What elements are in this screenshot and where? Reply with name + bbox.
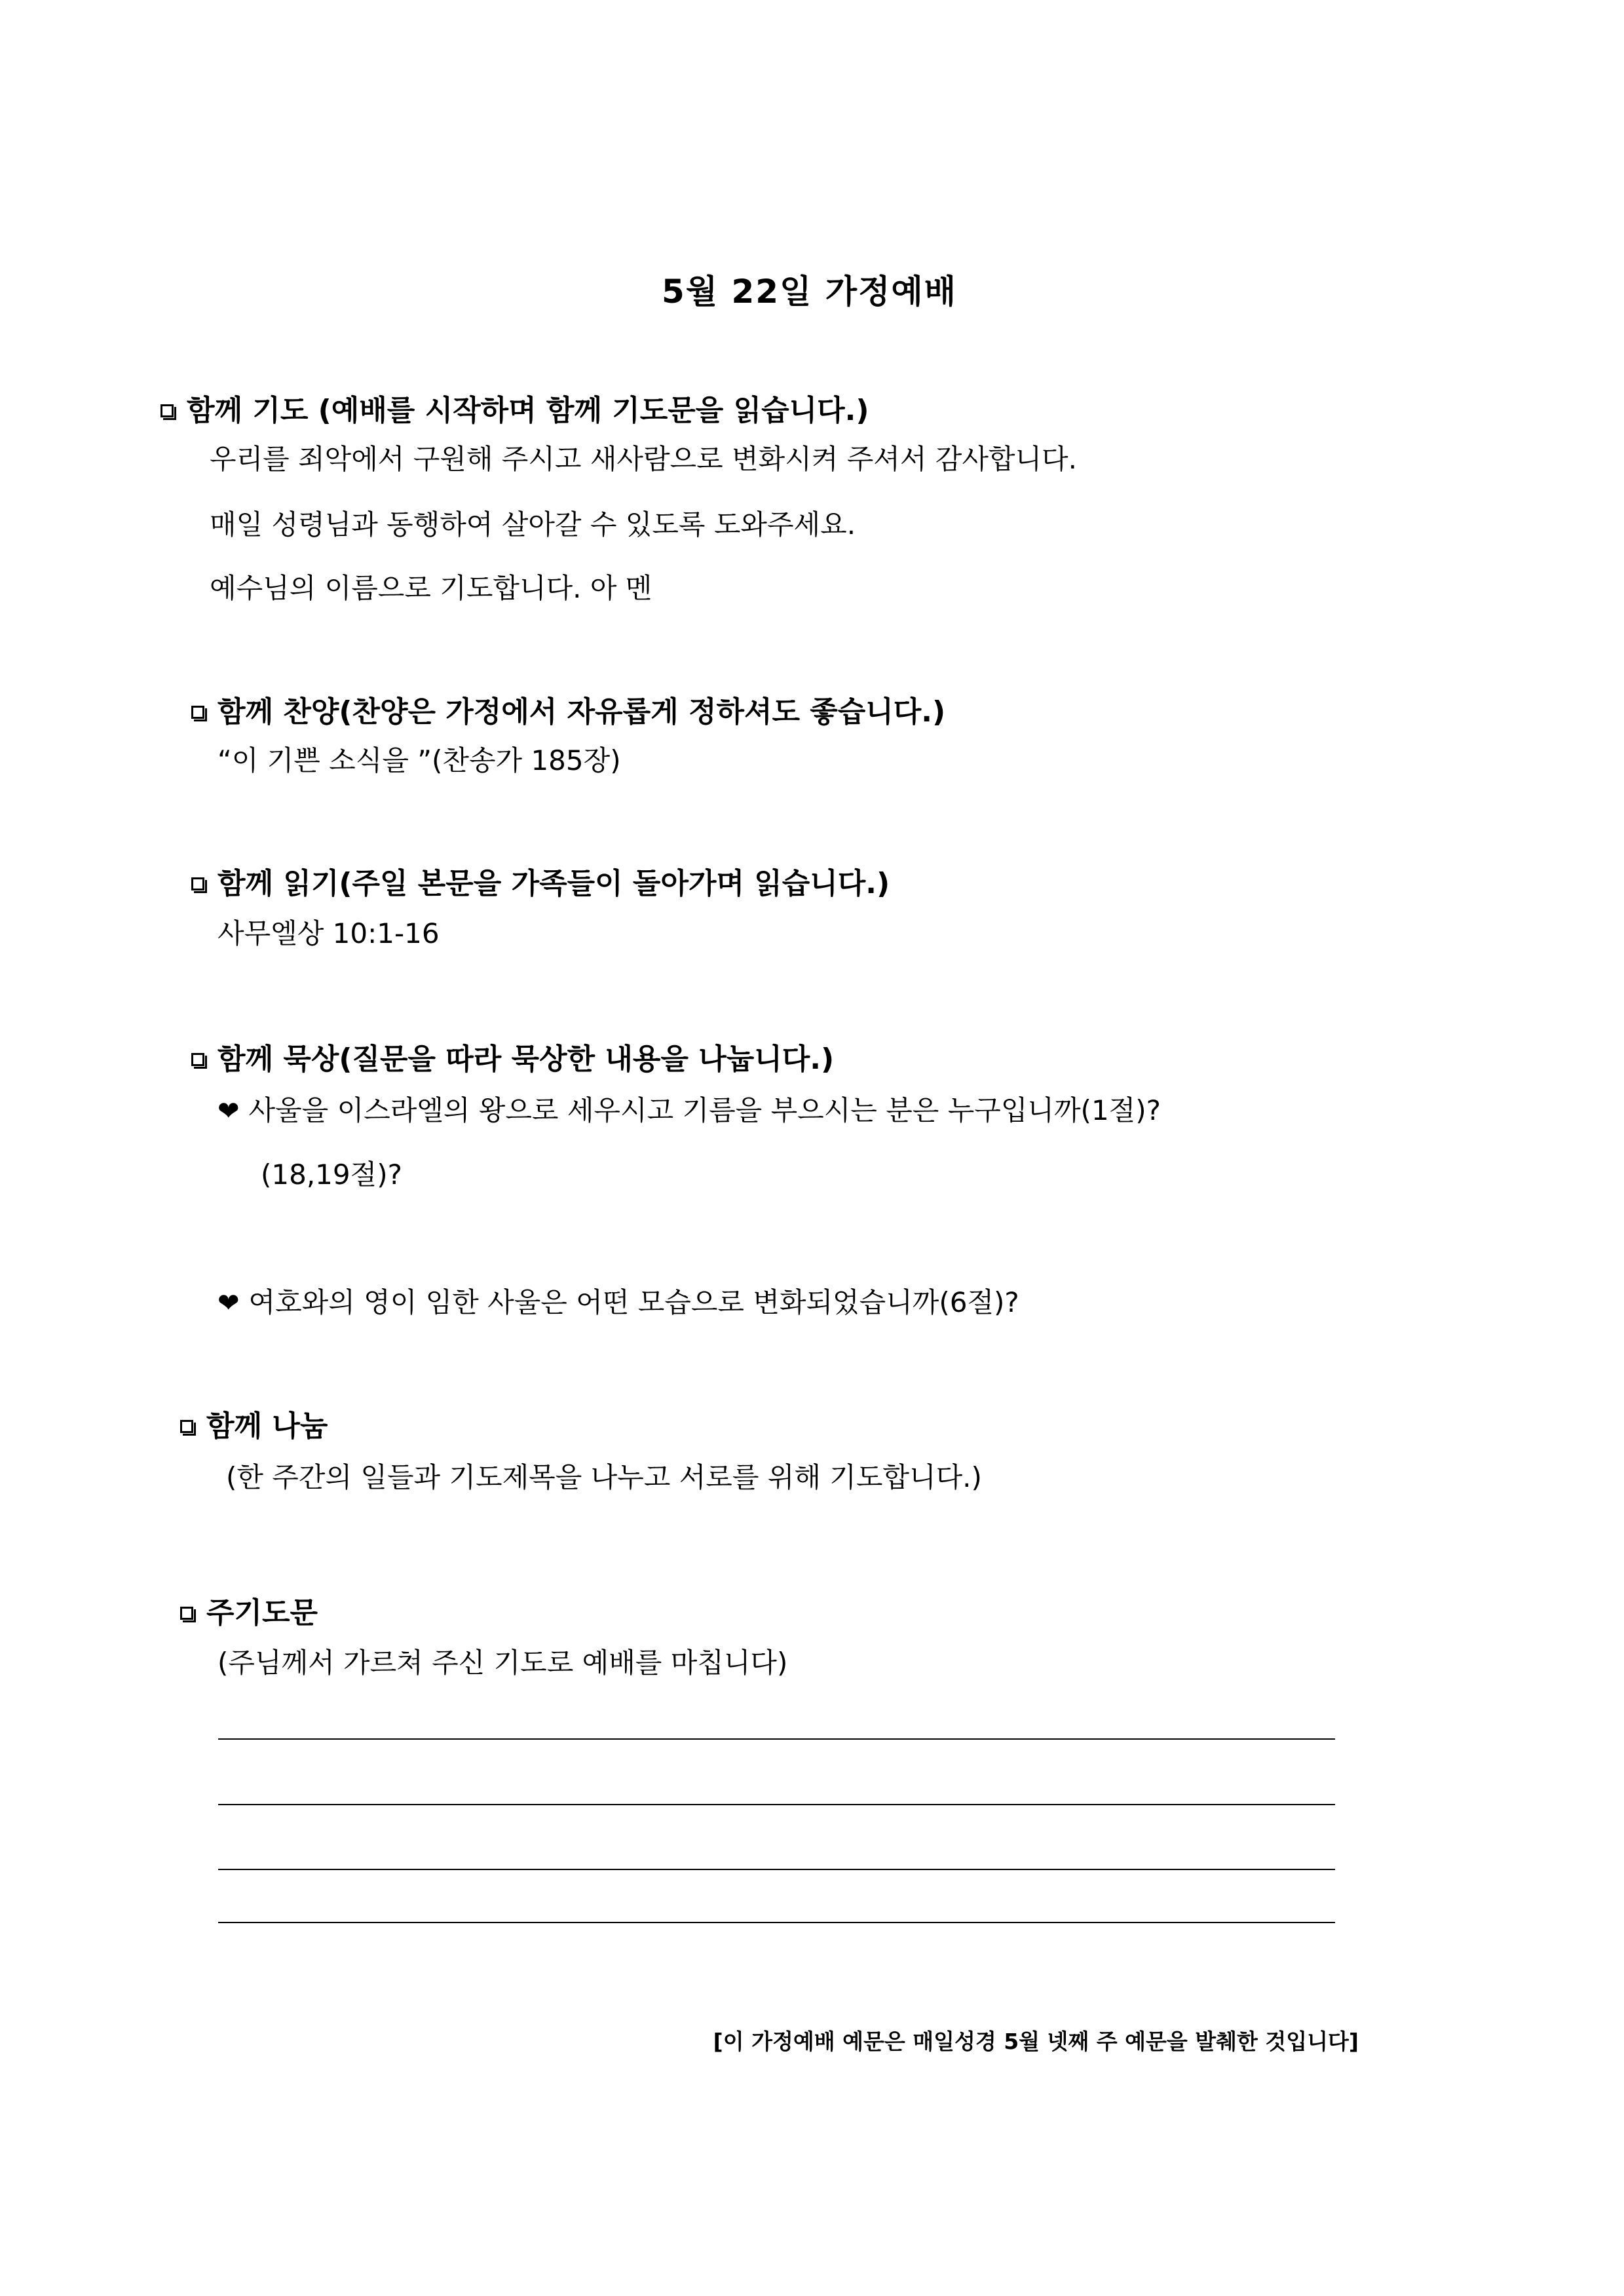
- section-heading-reading: [191, 860, 890, 902]
- praise-song: “이 기쁜 소식을 ”(찬송가 185장): [217, 744, 621, 776]
- sharing-description: (한 주간의 일들과 기도제목을 나누고 서로를 위해 기도합니다.): [226, 1461, 982, 1493]
- section-heading-sharing: [180, 1402, 328, 1444]
- prayer-line-3: 예수님의 이름으로 기도합니다. 아 멘: [210, 572, 652, 604]
- heart-icon: ❤: [217, 1096, 240, 1126]
- checkbox-icon: [191, 1053, 204, 1066]
- reading-passage: 사무엘상 10:1-16: [217, 917, 440, 949]
- writing-line: [218, 1922, 1335, 1923]
- prayer-line-2: 매일 성령님과 동행하여 살아갈 수 있도록 도와주세요.: [210, 508, 856, 541]
- question-1-text: 사울을 이스라엘의 왕으로 세우시고 기름을 부으시는 분은 누구입니까(1절)?: [248, 1094, 1161, 1126]
- lords-prayer-heading-text: 주기도문: [206, 1596, 318, 1630]
- section-heading-prayer: [161, 387, 869, 429]
- meditation-question-2: [217, 1281, 1019, 1320]
- meditation-heading-text: 함께 묵상(질문을 따라 묵상한 내용을 나눕니다.): [217, 1043, 835, 1076]
- writing-line: [218, 1869, 1335, 1870]
- meditation-question-1-cont: (18,19절)?: [261, 1158, 402, 1191]
- checkbox-icon: [191, 706, 204, 719]
- meditation-question-1: [217, 1089, 1161, 1128]
- sharing-heading-text: 함께 나눔: [206, 1409, 328, 1443]
- page-title: 5월 22일 가정예배: [662, 273, 957, 311]
- section-heading-meditation: [191, 1035, 834, 1077]
- prayer-line-1: 우리를 죄악에서 구원해 주시고 새사람으로 변화시켜 주셔서 감사합니다.: [210, 443, 1077, 475]
- checkbox-icon: [180, 1420, 193, 1433]
- checkbox-icon: [161, 404, 174, 417]
- reading-heading-text: 함께 읽기(주일 본문을 가족들이 돌아가며 읽습니다.): [217, 867, 890, 900]
- prayer-heading-text: 함께 기도 (예배를 시작하며 함께 기도문을 읽습니다.): [187, 394, 869, 427]
- praise-heading-text: 함께 찬양(찬양은 가정에서 자유롭게 정하셔도 좋습니다.): [217, 695, 946, 729]
- footer-note: [이 가정예배 예문은 매일성경 5월 넷째 주 예문을 발췌한 것입니다]: [713, 2029, 1359, 2054]
- section-heading-lords-prayer: [180, 1589, 318, 1631]
- section-heading-praise: [191, 688, 945, 730]
- writing-line: [218, 1738, 1335, 1740]
- checkbox-icon: [191, 877, 204, 890]
- checkbox-icon: [180, 1607, 193, 1620]
- writing-line: [218, 1804, 1335, 1805]
- question-2-text: 여호와의 영이 임한 사울은 어떤 모습으로 변화되었습니까(6절)?: [248, 1286, 1019, 1318]
- heart-icon: ❤: [217, 1288, 240, 1318]
- lords-prayer-description: (주님께서 가르쳐 주신 기도로 예배를 마칩니다): [217, 1647, 788, 1679]
